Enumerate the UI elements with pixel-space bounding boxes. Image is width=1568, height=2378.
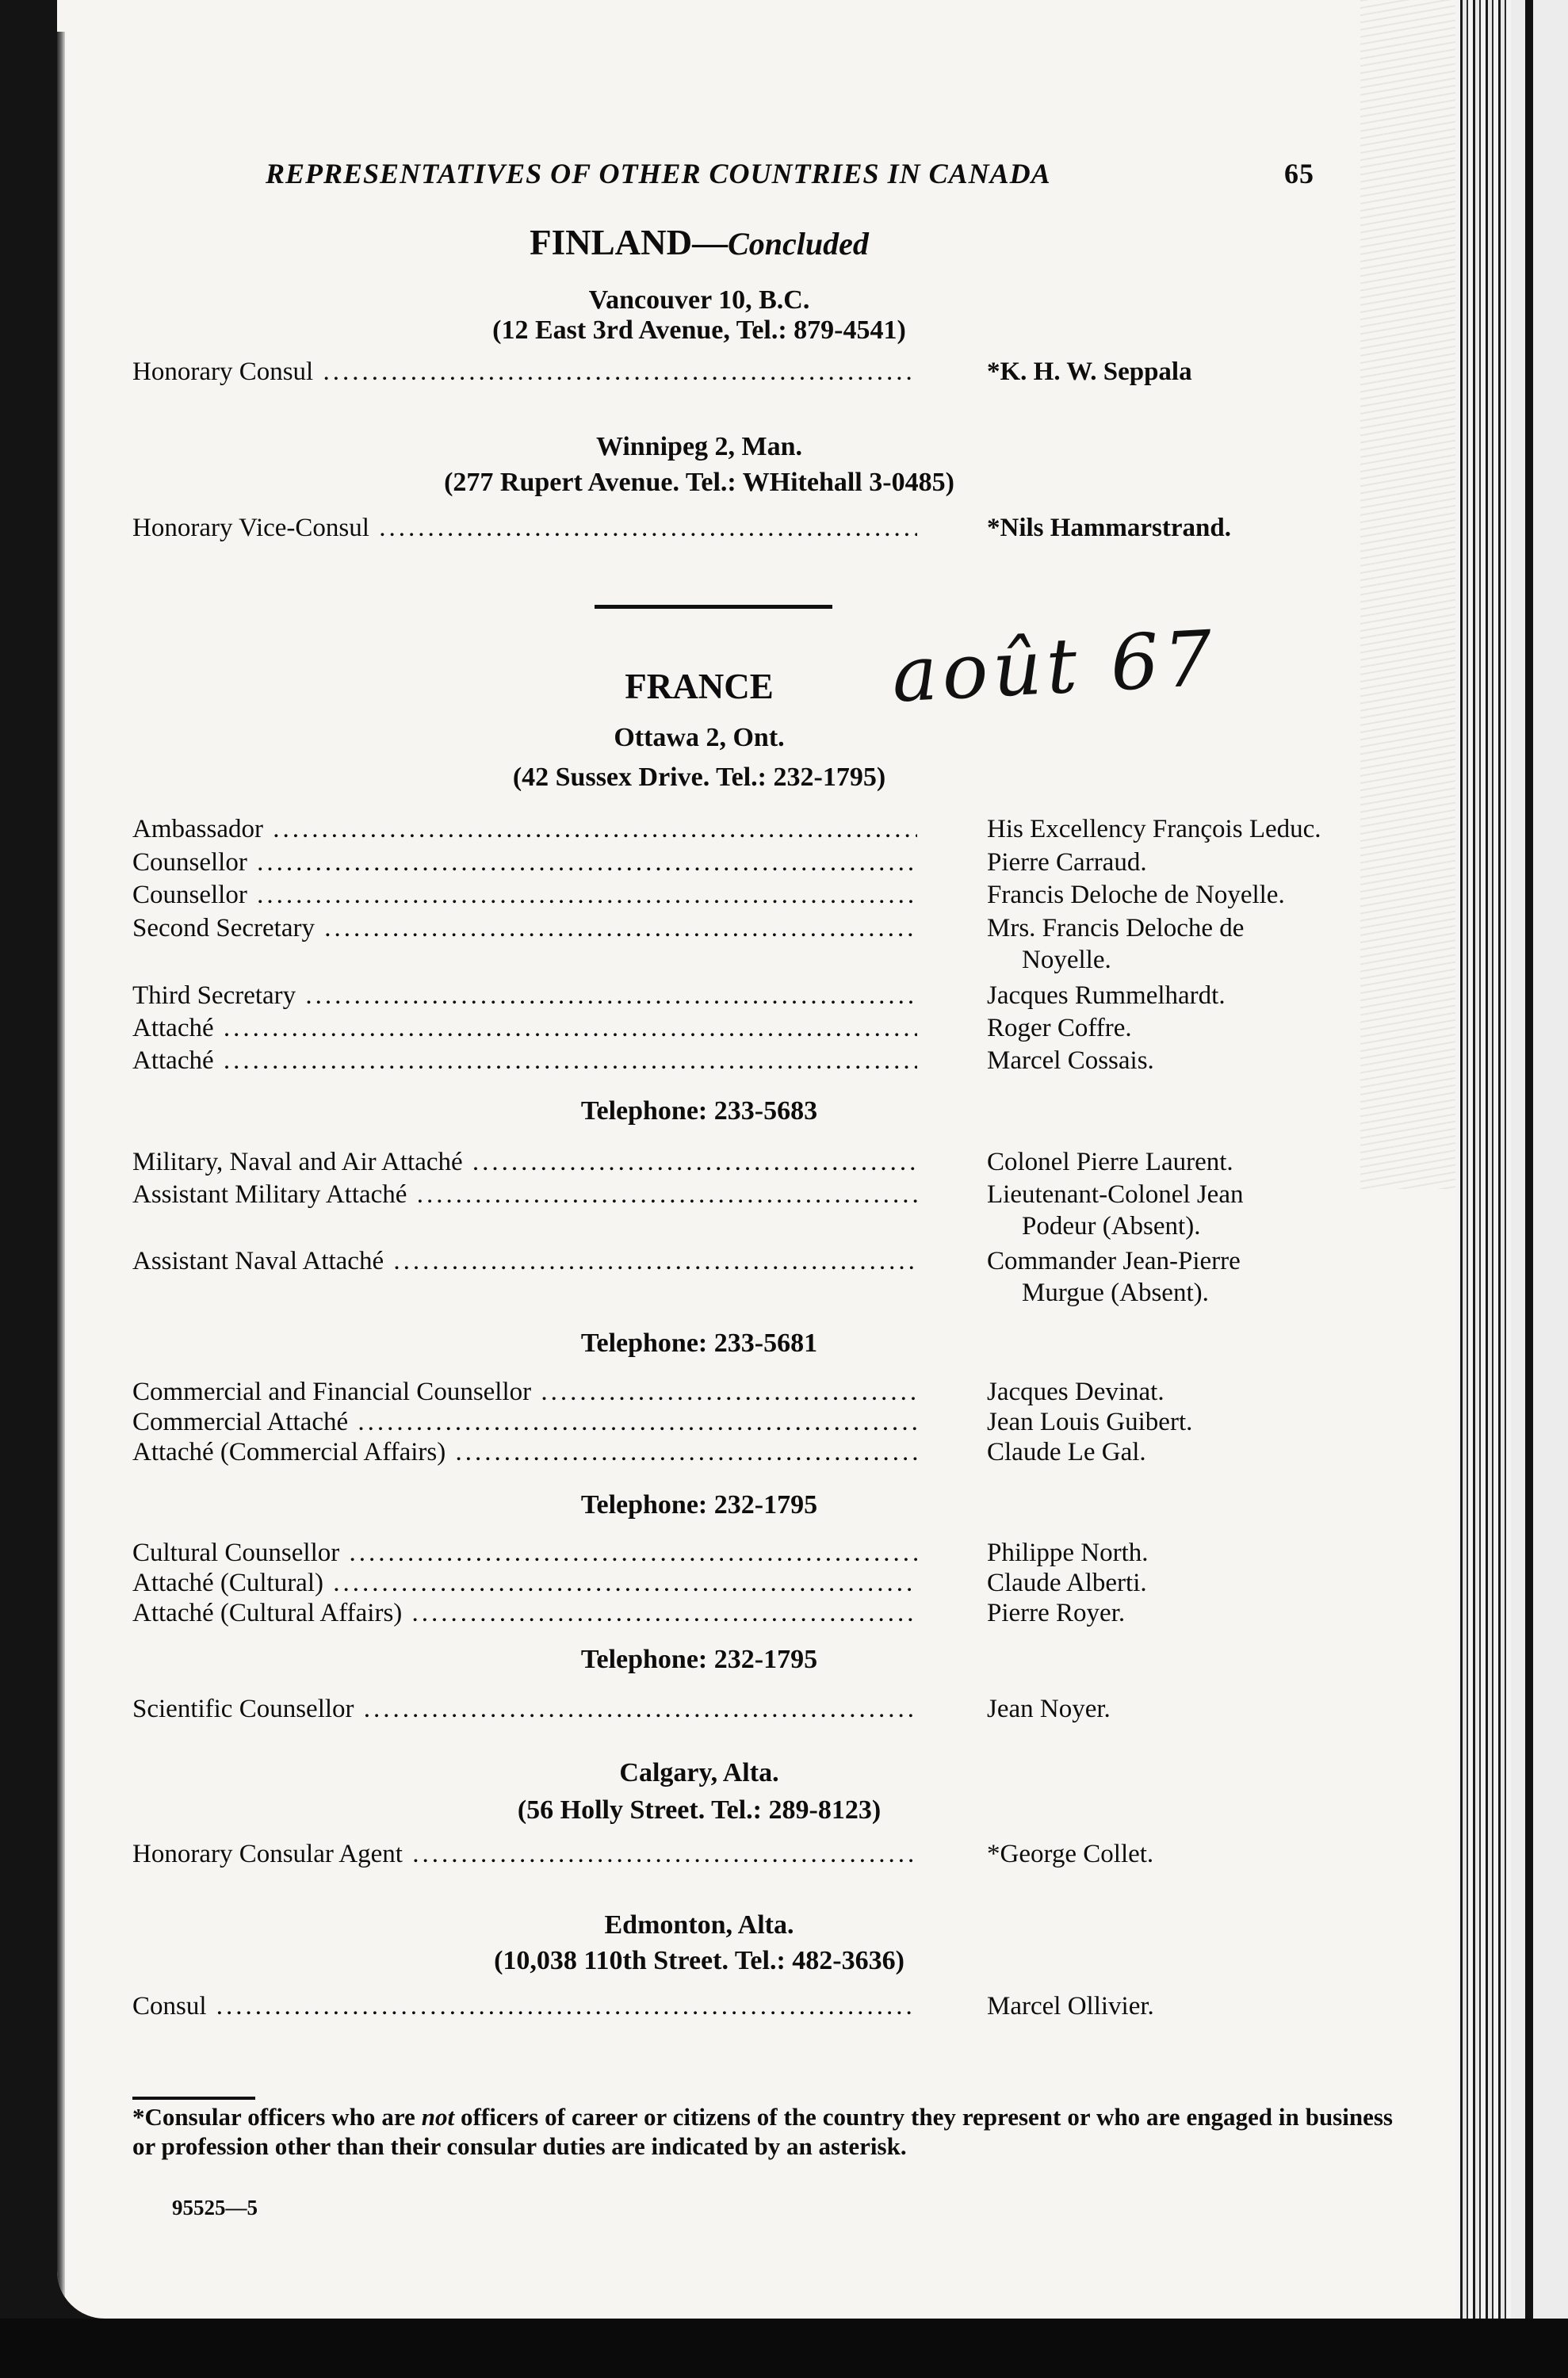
role-label: Commercial Attaché ..... bbox=[132, 1405, 917, 1439]
officer-name: Jean Louis Guibert. bbox=[987, 1408, 1193, 1436]
vancouver-city: Vancouver 10, B.C. bbox=[588, 285, 810, 315]
listing-row bbox=[132, 812, 1385, 846]
role-label: Consul ..... bbox=[132, 1990, 917, 2023]
listing-row bbox=[132, 1011, 1385, 1045]
print-code: 95525—5 bbox=[172, 2196, 258, 2219]
officer-name: Claude Le Gal. bbox=[987, 1438, 1146, 1466]
listing-row bbox=[132, 1536, 1385, 1569]
role-label: Counsellor ..... bbox=[132, 846, 917, 879]
telephone-line: Telephone: 233-5681 bbox=[580, 1329, 818, 1358]
role-label: Attaché ..... bbox=[132, 1044, 917, 1077]
officer-name: Jean Noyer. bbox=[987, 1695, 1111, 1723]
calgary-city: Calgary, Alta. bbox=[619, 1758, 779, 1787]
listing-row bbox=[132, 912, 1385, 945]
footnote-text: *Consular officers who are not officers of career or citizens of the country they represent or who are engaged in business or profession other than their consular duties are indicated by an asterisk. bbox=[132, 2103, 1393, 2160]
listing-row bbox=[132, 1044, 1385, 1077]
officer-name-continued: Podeur (Absent). bbox=[1022, 1212, 1201, 1241]
telephone-line: Telephone: 232-1795 bbox=[580, 1490, 818, 1520]
listing-row bbox=[132, 1145, 1385, 1179]
officer-name-continued: Noyelle. bbox=[1022, 946, 1111, 974]
listing-row-continuation bbox=[132, 1276, 1385, 1309]
edmonton-address: (10,038 110th Street. Tel.: 482-3636) bbox=[494, 1946, 904, 1975]
role-label: Counsellor ..... bbox=[132, 878, 917, 912]
role-label: Second Secretary ..... bbox=[132, 912, 917, 945]
listing-row bbox=[132, 846, 1385, 879]
listing-row bbox=[132, 1692, 1385, 1726]
listing-row-continuation bbox=[132, 943, 1385, 977]
listing-row bbox=[132, 1436, 1385, 1469]
france-heading: FRANCE bbox=[625, 667, 774, 706]
listing-row bbox=[132, 511, 1385, 545]
listing-row bbox=[132, 1178, 1385, 1211]
officer-name: Mrs. Francis Deloche de bbox=[987, 914, 1245, 942]
document-page bbox=[57, 0, 1455, 2319]
officer-name: Jacques Devinat. bbox=[987, 1378, 1165, 1406]
officer-name: Jacques Rummelhardt. bbox=[987, 981, 1226, 1010]
role-label: Honorary Consular Agent ..... bbox=[132, 1837, 917, 1871]
role-label: Assistant Naval Attaché ..... bbox=[132, 1244, 917, 1278]
officer-name: Colonel Pierre Laurent. bbox=[987, 1148, 1233, 1176]
footnote-rule bbox=[132, 2097, 255, 2100]
listing-row bbox=[132, 1837, 1385, 1871]
officer-name: Pierre Carraud. bbox=[987, 848, 1147, 877]
listing-row bbox=[132, 1244, 1385, 1278]
ottawa-city: Ottawa 2, Ont. bbox=[614, 723, 785, 752]
winnipeg-city: Winnipeg 2, Man. bbox=[595, 432, 803, 461]
officer-name: Francis Deloche de Noyelle. bbox=[987, 881, 1285, 909]
role-label: Attaché ..... bbox=[132, 1011, 917, 1045]
listing-row bbox=[132, 1990, 1385, 2023]
officer-name: Claude Alberti. bbox=[987, 1569, 1147, 1597]
role-label: Military, Naval and Air Attaché ..... bbox=[132, 1145, 917, 1179]
role-label: Third Secretary ..... bbox=[132, 979, 917, 1012]
role-label: Cultural Counsellor ..... bbox=[132, 1536, 917, 1569]
listing-row bbox=[132, 355, 1385, 388]
footnote bbox=[132, 2102, 1393, 2161]
role-label: Attaché (Cultural) ..... bbox=[132, 1566, 917, 1600]
listing-row bbox=[132, 1566, 1385, 1600]
listing-row bbox=[132, 1375, 1385, 1409]
finland-heading bbox=[530, 223, 869, 262]
telephone-line: Telephone: 233-5683 bbox=[580, 1096, 818, 1126]
winnipeg-address: (277 Rupert Avenue. Tel.: WHitehall 3-0485) bbox=[444, 468, 954, 497]
officer-name: His Excellency François Leduc. bbox=[987, 815, 1321, 843]
officer-name: Pierre Royer. bbox=[987, 1599, 1126, 1627]
officer-name: Commander Jean-Pierre bbox=[987, 1247, 1241, 1275]
section-divider bbox=[595, 605, 832, 609]
edmonton-city: Edmonton, Alta. bbox=[604, 1910, 794, 1940]
page-number: 65 bbox=[1284, 158, 1314, 189]
telephone-line: Telephone: 232-1795 bbox=[580, 1645, 818, 1674]
handwritten-note: août 67 bbox=[889, 614, 1219, 720]
officer-name: Marcel Cossais. bbox=[987, 1046, 1154, 1075]
scan-margin bbox=[1511, 0, 1568, 2378]
listing-row bbox=[132, 1405, 1385, 1439]
scan-bottom-margin bbox=[0, 2319, 1568, 2378]
officer-name: Lieutenant-Colonel Jean bbox=[987, 1180, 1244, 1209]
role-label: Scientific Counsellor ..... bbox=[132, 1692, 917, 1726]
calgary-address: (56 Holly Street. Tel.: 289-8123) bbox=[517, 1795, 882, 1825]
listing-row bbox=[132, 878, 1385, 912]
officer-name-continued: Murgue (Absent). bbox=[1022, 1279, 1209, 1307]
finland-heading-concluded: Concluded bbox=[728, 226, 869, 262]
role-label: Commercial and Financial Counsellor ..... bbox=[132, 1375, 917, 1409]
header-title: REPRESENTATIVES OF OTHER COUNTRIES IN CANADA bbox=[266, 158, 1051, 189]
ottawa-address: (42 Sussex Drive. Tel.: 232-1795) bbox=[512, 763, 886, 792]
section-heading-finland bbox=[57, 222, 1341, 263]
role-label: Honorary Vice-Consul ..... bbox=[132, 511, 917, 545]
role-label: Attaché (Cultural Affairs) ..... bbox=[132, 1596, 917, 1630]
listing-row bbox=[132, 979, 1385, 1012]
officer-name: Marcel Ollivier. bbox=[987, 1992, 1154, 2021]
listing-row-continuation bbox=[132, 1210, 1385, 1243]
officer-name: Philippe North. bbox=[987, 1539, 1149, 1567]
emphasis: not bbox=[421, 2103, 455, 2131]
listing-row bbox=[132, 1596, 1385, 1630]
role-label: Attaché (Commercial Affairs) ..... bbox=[132, 1436, 917, 1469]
role-label: Honorary Consul ..... bbox=[132, 355, 917, 388]
role-label: Ambassador ..... bbox=[132, 812, 917, 846]
role-label: Assistant Military Attaché ..... bbox=[132, 1178, 917, 1211]
officer-name: *George Collet. bbox=[987, 1840, 1154, 1868]
vancouver-address: (12 East 3rd Avenue, Tel.: 879-4541) bbox=[492, 315, 906, 345]
officer-name: *Nils Hammarstrand. bbox=[987, 514, 1231, 542]
officer-name: *K. H. W. Seppala bbox=[987, 357, 1192, 386]
finland-heading-country: FINLAND— bbox=[530, 223, 729, 262]
officer-name: Roger Coffre. bbox=[987, 1014, 1132, 1042]
scan-binding-edge bbox=[1455, 0, 1511, 2338]
